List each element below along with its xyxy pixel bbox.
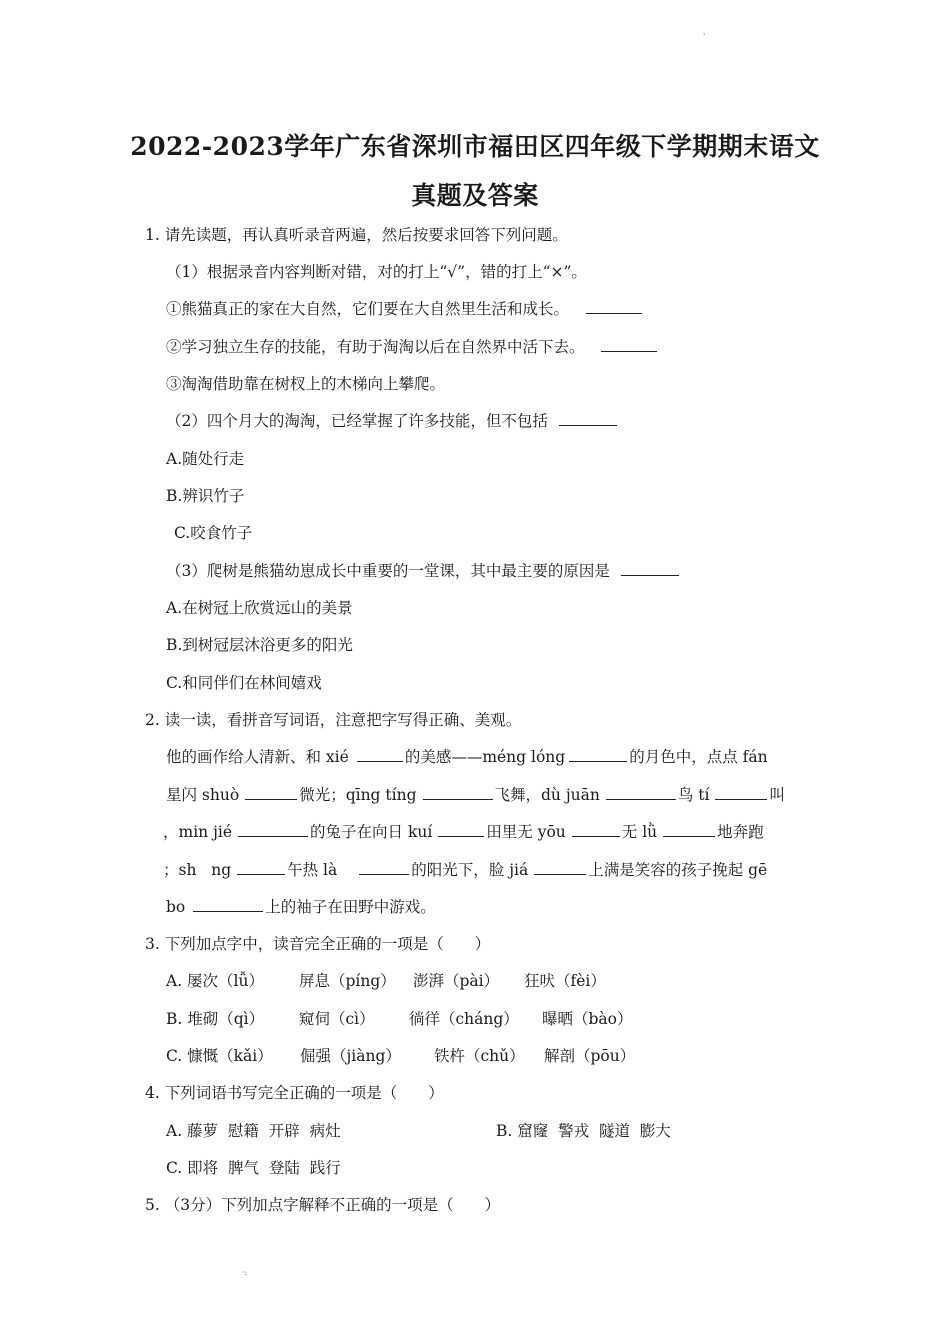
q2-passage-line3: [163, 821, 764, 843]
q2-text: 上满是笑容的孩子挽起 gē: [588, 861, 768, 879]
q2-text: 田里无 yōu: [486, 823, 566, 841]
q1-statement1: [166, 298, 644, 320]
q1-statement1-text: ①熊猫真正的家在大自然，它们要在大自然里生活和成长。: [166, 300, 570, 318]
q1-statement2-text: ②学习独立生存的技能，有助于淘淘以后在自然界中活下去。: [166, 338, 585, 356]
q1-part3-text: （3）爬树是熊猫幼崽成长中重要的一堂课，其中最主要的原因是: [166, 562, 610, 580]
q3-option-a: [166, 970, 606, 992]
q2-passage-line2: [166, 784, 785, 806]
q4-option-b: B. 窟窿 警戎 隧道 膨大: [496, 1122, 671, 1140]
q2-passage-line4: [163, 859, 767, 881]
q1-statement3: ③淘淘借助靠在树杈上的木梯向上攀爬。: [166, 375, 446, 393]
q2-text: 星闪 shuò: [166, 786, 240, 804]
answer-blank[interactable]: [572, 822, 620, 837]
q3-option-b: [166, 1008, 633, 1030]
q1-part2-text: （2）四个月大的淘淘，已经掌握了许多技能，但不包括: [166, 412, 548, 430]
answer-blank[interactable]: [586, 299, 642, 314]
q1-part2-option-b: B.辨识竹子: [166, 487, 245, 505]
answer-blank[interactable]: [237, 860, 285, 875]
q3-word: 倔强（jiàng）: [300, 1047, 401, 1065]
q5-stem: 5. （3分）下列加点字解释不正确的一项是（ ）: [145, 1196, 501, 1214]
answer-blank[interactable]: [357, 747, 403, 762]
q2-text: 飞舞，dù juān: [494, 786, 600, 804]
answer-blank[interactable]: [423, 785, 493, 800]
answer-blank[interactable]: [438, 822, 484, 837]
q3-word: 徜徉（cháng）: [409, 1010, 519, 1028]
answer-blank[interactable]: [715, 785, 767, 800]
q3-word: 澎湃（pài）: [413, 972, 500, 990]
answer-blank[interactable]: [245, 785, 297, 800]
q2-text: 的美感——méng lóng: [404, 748, 566, 766]
answer-blank[interactable]: [663, 822, 715, 837]
q4-option-a: A. 藤萝 慰籍 开辟 病灶: [166, 1122, 341, 1140]
q2-text: 他的画作给人清新、和 xié: [166, 748, 349, 766]
q2-text: ，min jié: [163, 823, 233, 841]
q2-passage-line5: [166, 896, 436, 918]
q1-part2-option-c: C.咬食竹子: [174, 524, 253, 542]
q2-passage-line1: [166, 746, 768, 768]
q2-text: 微光；qīng tíng: [299, 786, 417, 804]
answer-blank[interactable]: [193, 897, 263, 912]
q2-text: 鸟 tí: [677, 786, 710, 804]
q3-word: A. 屡次（lǚ）: [166, 972, 264, 990]
q1-part3-option-a: A.在树冠上欣赏远山的美景: [166, 599, 353, 617]
q2-text: 地奔跑: [717, 823, 764, 841]
answer-blank[interactable]: [621, 561, 679, 576]
q2-stem: 2. 读一读，看拼音写词语，注意把字写得正确、美观。: [145, 711, 522, 729]
q2-text: 的月色中，点点 fán: [629, 748, 768, 766]
q3-word: 铁杵（chǔ）: [434, 1047, 525, 1065]
q1-stem: 1. 请先读题，再认真听录音两遍，然后按要求回答下列问题。: [145, 226, 568, 244]
answer-blank[interactable]: [359, 860, 409, 875]
q1-part3: [166, 560, 681, 582]
q3-word: 窥伺（cì）: [299, 1010, 375, 1028]
document-title-line1: 2022-2023学年广东省深圳市福田区四年级下学期期末语文: [130, 132, 820, 161]
q3-word: C. 慷慨（kǎi）: [166, 1047, 273, 1065]
q2-text: 无 lǜ: [621, 823, 658, 841]
q3-word: 屏息（píng）: [299, 972, 396, 990]
scan-mark-bottom: ·:: [242, 1268, 248, 1277]
q2-text: 午热 là: [287, 861, 338, 879]
answer-blank[interactable]: [238, 822, 308, 837]
answer-blank[interactable]: [559, 411, 617, 426]
answer-blank[interactable]: [601, 337, 657, 352]
q2-text: 的阳光下，脸 jiá: [411, 861, 529, 879]
q2-text: ；sh ng: [163, 861, 232, 879]
q3-word: B. 堆砌（qì）: [166, 1010, 265, 1028]
q2-text: bo: [166, 898, 186, 916]
q4-option-c: C. 即将 脾气 登陆 践行: [166, 1159, 341, 1177]
q3-word: 曝晒（bào）: [542, 1010, 633, 1028]
q3-word: 解剖（pōu）: [544, 1047, 636, 1065]
answer-blank[interactable]: [606, 785, 676, 800]
scan-mark-top: ': [703, 32, 706, 41]
q1-part2: [166, 410, 619, 432]
q4-stem: 4. 下列词语书写完全正确的一项是（ ）: [145, 1084, 444, 1102]
answer-blank[interactable]: [534, 860, 586, 875]
q1-part1: （1）根据录音内容判断对错，对的打上“√”，错的打上“×”。: [166, 263, 587, 281]
q1-part3-option-b: B.到树冠层沐浴更多的阳光: [166, 636, 353, 654]
q3-option-c: [166, 1045, 635, 1067]
q3-stem: 3. 下列加点字中，读音完全正确的一项是（ ）: [145, 935, 491, 953]
q3-word: 狂吠（fèi）: [524, 972, 606, 990]
q1-part3-option-c: C.和同伴们在林间嬉戏: [166, 674, 322, 692]
q1-part2-option-a: A.随处行走: [166, 450, 245, 468]
document-title-line2: 真题及答案: [411, 181, 539, 210]
q2-text: 的兔子在向日 kuí: [310, 823, 433, 841]
q2-text: 上的袖子在田野中游戏。: [265, 898, 436, 916]
q2-text: 叫: [769, 786, 785, 804]
answer-blank[interactable]: [569, 747, 627, 762]
q1-statement2: [166, 336, 659, 358]
